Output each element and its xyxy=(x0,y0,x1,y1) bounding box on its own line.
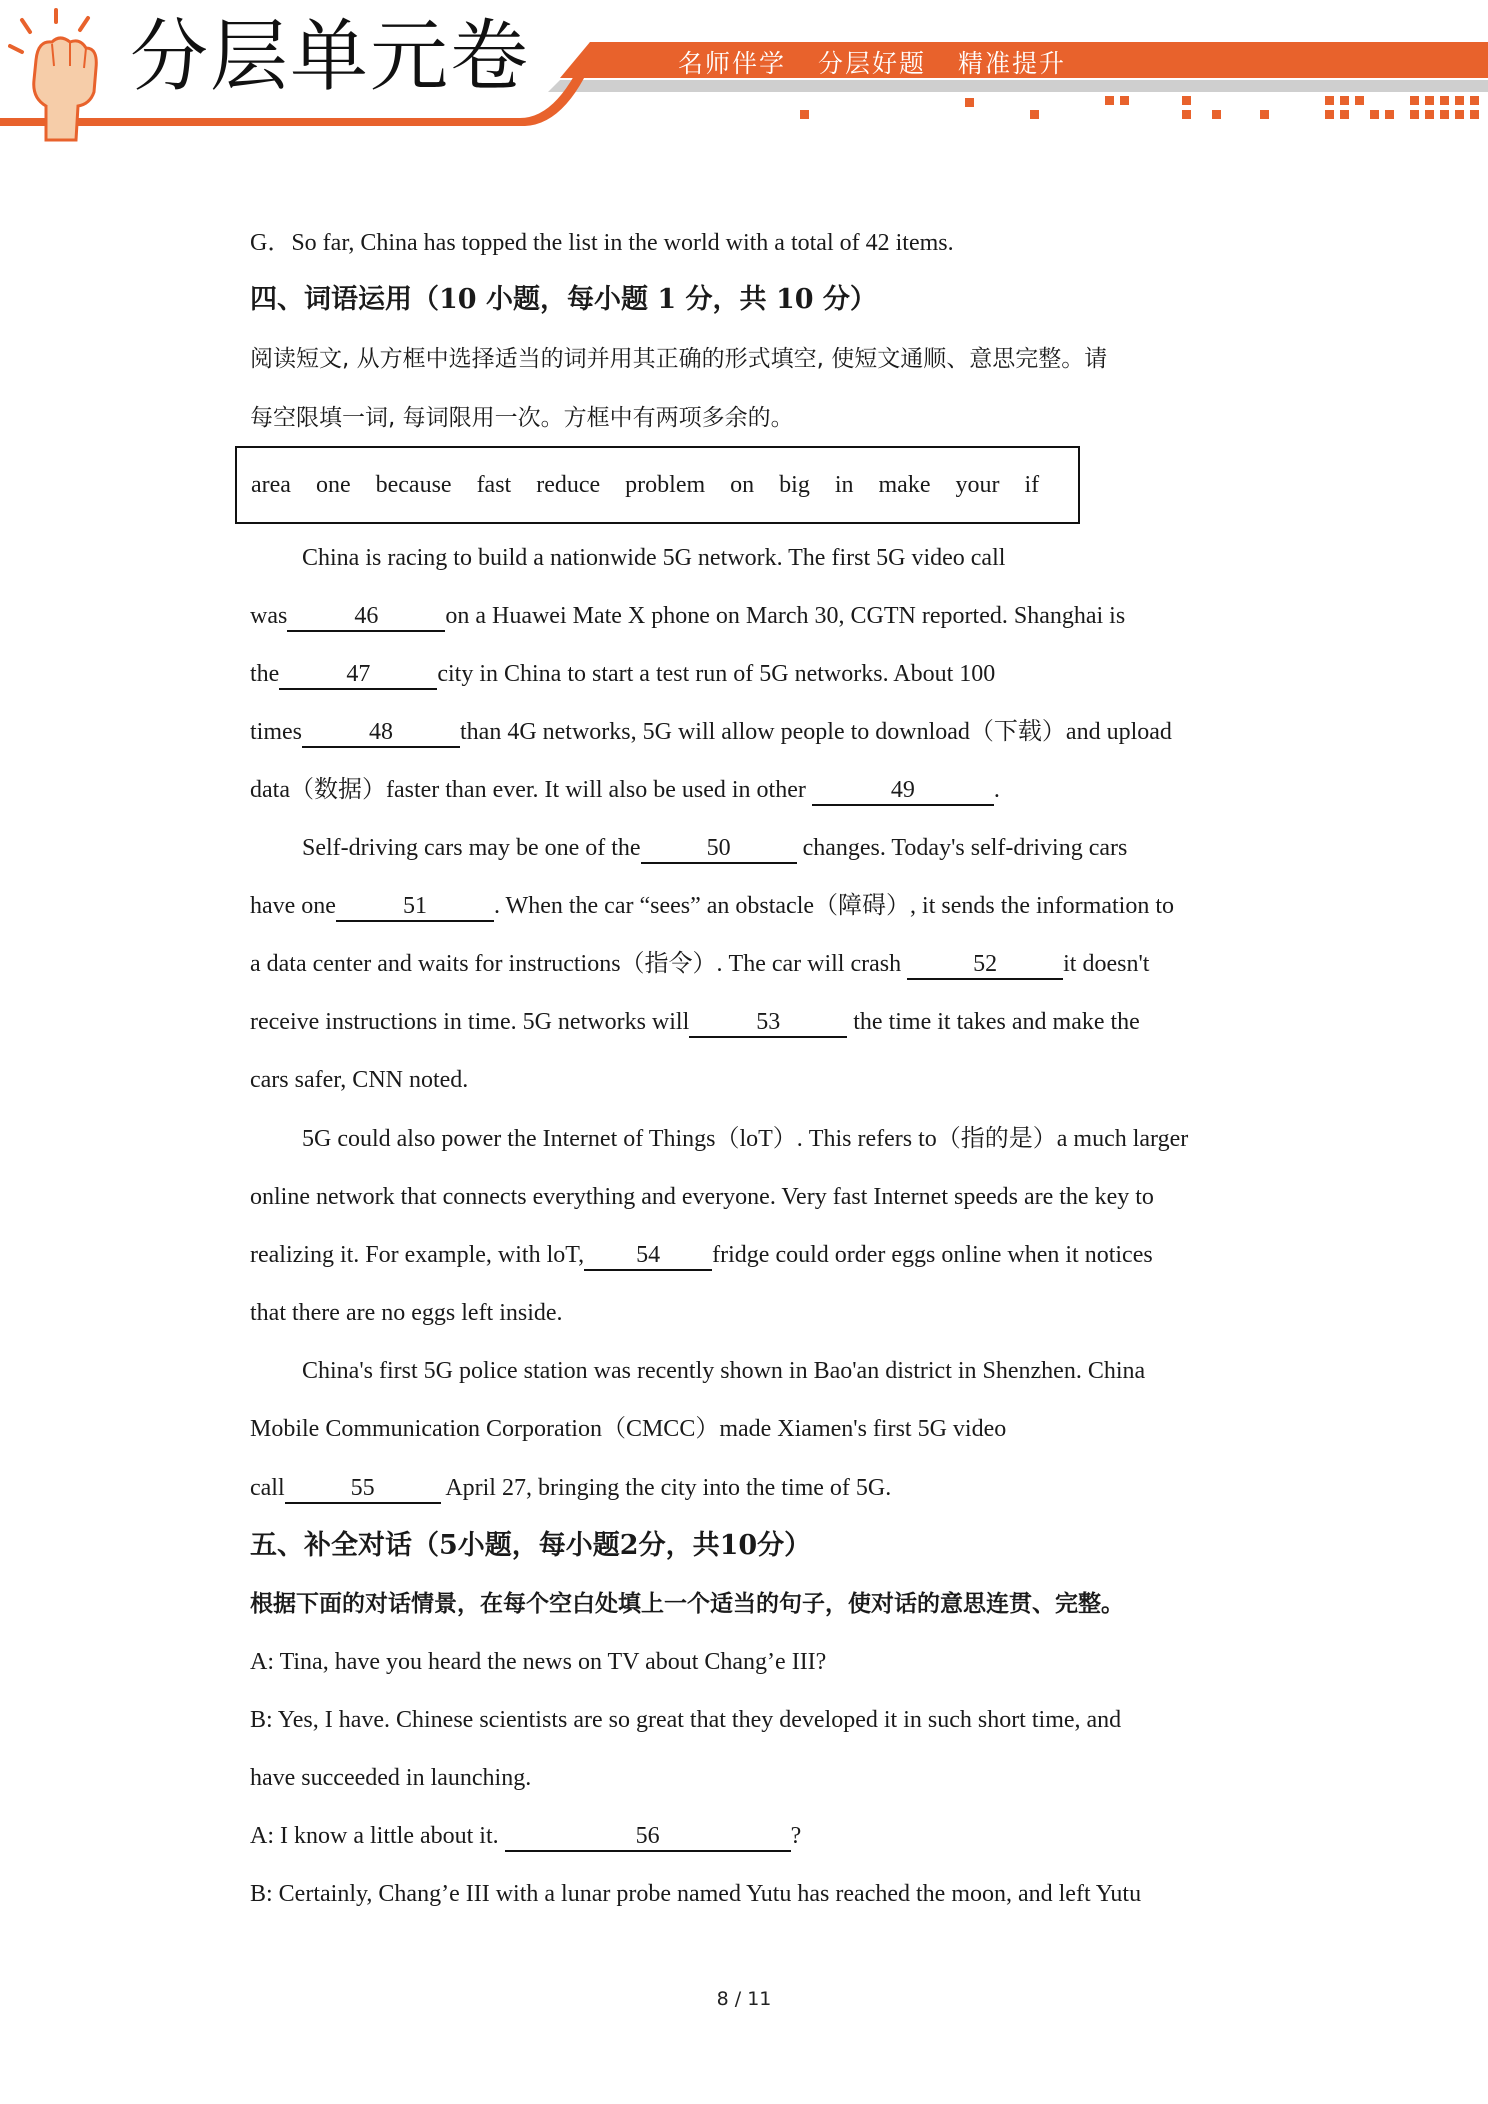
p3-line-3: realizing it. For example, with loT, 54 fridge could order eggs online when it notices xyxy=(250,1240,1153,1271)
p4-line-2: Mobile Communication Corporation（CMCC）made Xiamen's first 5G video xyxy=(250,1416,1007,1442)
dialog-line-1: A: Tina, have you heard the news on TV about Chang’e III? xyxy=(250,1649,827,1675)
section-4-heading: 四、词语运用（10 小题，每小题 1 分，共 10 分） xyxy=(250,284,877,315)
p1-line-3: the 47 city in China to start a test run of 5G networks. About 100 xyxy=(250,659,995,690)
p2-line-1: Self-driving cars may be one of the 50 changes. Today's self-driving cars xyxy=(302,833,1127,864)
slogan-1: 名师伴学 xyxy=(678,49,787,78)
section-4-instruction-2: 每空限填一词, 每词限用一次。方框中有两项多余的。 xyxy=(250,405,794,431)
p3-line-2: online network that connects everything and everyone. Very fast Internet speeds are the key to xyxy=(250,1184,1154,1210)
dialog-line-3: have succeeded in launching. xyxy=(250,1765,532,1791)
p1-line-1: China is racing to build a nationwide 5G network. The first 5G video call xyxy=(302,545,1006,571)
slogan-2: 分层好题 xyxy=(817,49,926,78)
word-option: your xyxy=(955,472,1000,498)
dialog-line-2: B: Yes, I have. Chinese scientists are so great that they developed it in such short time, and xyxy=(250,1707,1122,1733)
word-option: make xyxy=(878,472,931,498)
p4-line-1: China's first 5G police station was recently shown in Bao'an district in Shenzhen. China xyxy=(302,1358,1146,1384)
word-option: in xyxy=(834,472,854,498)
p1-line-2: was 46 on a Huawei Mate X phone on March 30, CGTN reported. Shanghai is xyxy=(250,601,1125,632)
slogan-3: 精准提升 xyxy=(957,49,1066,78)
word-option: reduce xyxy=(536,472,601,498)
blank-52[interactable]: 52 xyxy=(907,950,1063,980)
blank-47[interactable]: 47 xyxy=(279,660,437,690)
word-list xyxy=(251,472,1039,499)
header-slogan xyxy=(678,44,1088,80)
section-5-heading: 五、补全对话（5小题，每小题2分，共10分） xyxy=(250,1530,812,1561)
word-option: problem xyxy=(625,472,706,498)
word-option: fast xyxy=(476,472,512,498)
blank-53[interactable]: 53 xyxy=(689,1008,847,1038)
blank-54[interactable]: 54 xyxy=(584,1241,712,1271)
section-4-instruction-1: 阅读短文, 从方框中选择适当的词并用其正确的形式填空, 使短文通顺、意思完整。请 xyxy=(250,346,1108,372)
p2-line-4: receive instructions in time. 5G networks will 53 the time it takes and make the xyxy=(250,1007,1140,1038)
blank-51[interactable]: 51 xyxy=(336,892,494,922)
raised-fist-icon xyxy=(8,8,118,148)
word-option: area xyxy=(251,472,291,498)
word-box xyxy=(235,446,1080,524)
blank-56[interactable]: 56 xyxy=(505,1822,791,1852)
p1-line-4: times 48 than 4G networks, 5G will allow people to download（下载）and upload xyxy=(250,717,1172,748)
p1-line-5: data（数据）faster than ever. It will also be used in other 49 . xyxy=(250,775,1000,806)
p3-line-4: that there are no eggs left inside. xyxy=(250,1300,563,1326)
p2-line-5: cars safer, CNN noted. xyxy=(250,1067,469,1093)
word-option: big xyxy=(779,472,810,498)
p4-line-3: call 55 April 27, bringing the city into the time of 5G. xyxy=(250,1473,891,1504)
blank-50[interactable]: 50 xyxy=(641,834,797,864)
word-option: one xyxy=(315,472,351,498)
word-option: if xyxy=(1024,472,1040,498)
blank-46[interactable]: 46 xyxy=(287,602,445,632)
logo-title: 分层单元卷 xyxy=(130,12,531,102)
section-5-instruction: 根据下面的对话情景，在每个空白处填上一个适当的句子，使对话的意思连贯、完整。 xyxy=(250,1591,1124,1617)
page-header xyxy=(0,0,1488,140)
word-option: because xyxy=(375,472,452,498)
blank-48[interactable]: 48 xyxy=(302,718,460,748)
dialog-line-5: B: Certainly, Chang’e III with a lunar probe named Yutu has reached the moon, and left Yutu xyxy=(250,1881,1142,1907)
page-number: 8 / 11 xyxy=(716,1988,772,2010)
blank-55[interactable]: 55 xyxy=(285,1474,441,1504)
p3-line-1: 5G could also power the Internet of Things（loT）. This refers to（指的是）a much larger xyxy=(302,1126,1189,1152)
p2-line-2: have one 51 . When the car “sees” an obstacle（障碍）, it sends the information to xyxy=(250,891,1174,922)
p2-line-3: a data center and waits for instructions（指令）. The car will crash 52 it doesn't xyxy=(250,949,1149,980)
word-option: on xyxy=(730,472,755,498)
blank-49[interactable]: 49 xyxy=(812,776,994,806)
option-g: G．So far, China has topped the list in the world with a total of 42 items. xyxy=(250,230,954,256)
dialog-line-4: A: I know a little about it. 56 ? xyxy=(250,1821,801,1852)
